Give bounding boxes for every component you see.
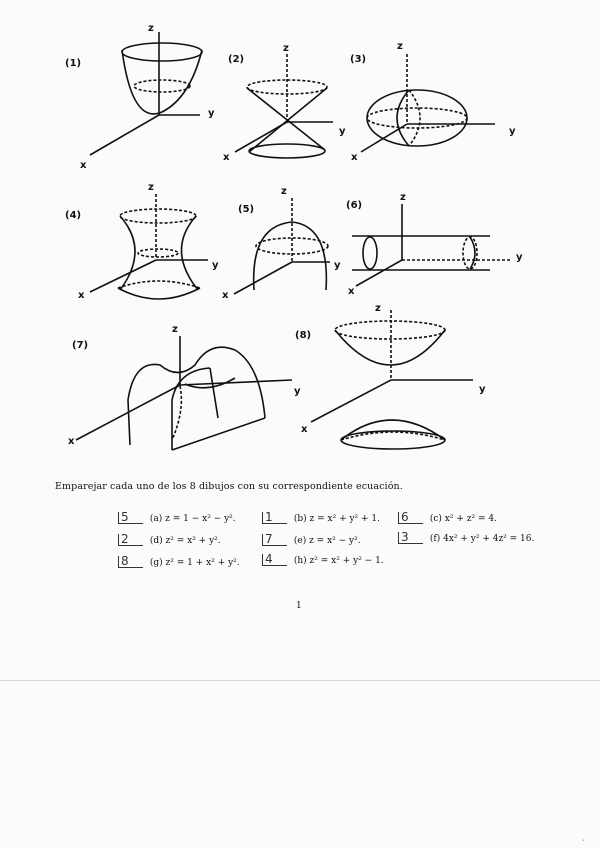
axis-x-label: x (78, 290, 85, 301)
figure-5 (220, 186, 350, 306)
figure-label: (2) (228, 54, 245, 65)
figure-2 (223, 40, 358, 170)
axis-z-label: z (148, 23, 154, 34)
figure-label: (6) (346, 200, 363, 211)
answer-box: 2 (118, 534, 143, 546)
corner-mark: ´ (581, 839, 585, 848)
equation-d (118, 534, 221, 546)
equation-a (118, 512, 236, 524)
ellipsoid-drawing (345, 40, 535, 170)
equation-text: (c) x² + z² = 4. (429, 514, 497, 524)
answer-box: 6 (398, 512, 423, 524)
equation-text: (d) z² = x² + y². (149, 536, 221, 546)
equation-b (262, 512, 380, 524)
equation-text: (a) z = 1 − x² − y². (149, 514, 236, 524)
answer-box: 1 (262, 512, 287, 524)
answer-box: 3 (398, 532, 423, 544)
equation-text: (f) 4x² + y² + 4z² = 16. (429, 534, 535, 544)
figure-label: (1) (65, 58, 82, 69)
axis-x-label: x (348, 286, 355, 297)
axis-z-label: z (375, 303, 381, 314)
cylinder-drawing (340, 190, 540, 300)
equation-text: (e) z = x² − y². (293, 536, 361, 546)
axis-z-label: z (148, 182, 154, 193)
equation-text: (h) z² = x² + y² − 1. (293, 556, 384, 566)
answer-box: 8 (118, 556, 143, 568)
answer-box: 4 (262, 554, 287, 566)
scan-fold-line (0, 680, 600, 681)
axis-y-label: y (294, 386, 301, 397)
axis-z-label: z (397, 41, 403, 52)
saddle-drawing (60, 320, 310, 460)
axis-x-label: x (223, 152, 230, 163)
figure-7 (60, 320, 310, 460)
axis-x-label: x (301, 424, 308, 435)
figure-label: (7) (72, 340, 89, 351)
equation-text: (g) z² = 1 + x² + y². (149, 558, 240, 568)
axis-z-label: z (281, 186, 287, 197)
axis-y-label: y (479, 384, 486, 395)
page-number: 1 (296, 601, 302, 611)
axis-y-label: y (334, 260, 341, 271)
figure-label: (3) (350, 54, 367, 65)
axis-y-label: y (208, 108, 215, 119)
figure-8 (295, 300, 495, 450)
paraboloid-cap-drawing (220, 186, 350, 306)
equation-f (398, 532, 534, 544)
figure-3 (345, 40, 535, 170)
answer-box: 5 (118, 512, 143, 524)
axis-z-label: z (283, 43, 289, 54)
answer-box: 7 (262, 534, 287, 546)
hyperboloid-one-sheet-drawing (60, 180, 230, 310)
equation-g (118, 556, 240, 568)
axis-z-label: z (172, 324, 178, 335)
axis-x-label: x (351, 152, 358, 163)
axis-x-label: x (222, 290, 229, 301)
axis-x-label: x (80, 160, 87, 171)
paraboloid-drawing (60, 20, 220, 170)
figure-1 (60, 20, 215, 171)
equation-h (262, 554, 384, 566)
figure-label: (4) (65, 210, 82, 221)
axis-z-label: z (400, 192, 406, 203)
axis-y-label: y (212, 260, 219, 271)
equation-text: (b) z = x² + y² + 1. (293, 514, 381, 524)
axis-x-label: x (68, 436, 75, 447)
equation-c (398, 512, 497, 524)
axis-y-label: y (339, 126, 346, 137)
figure-4 (60, 180, 230, 310)
equation-e (262, 534, 361, 546)
figure-6 (340, 190, 540, 300)
instruction-text: Emparejar cada uno de los 8 dibujos con su correspondiente ecuación. (55, 481, 403, 492)
hyperboloid-two-sheets-drawing (295, 300, 495, 450)
figure-label: (8) (295, 330, 312, 341)
axis-y-label: y (509, 126, 516, 137)
cone-drawing (225, 40, 358, 170)
axis-y-label: y (516, 252, 523, 263)
figure-label: (5) (238, 204, 255, 215)
